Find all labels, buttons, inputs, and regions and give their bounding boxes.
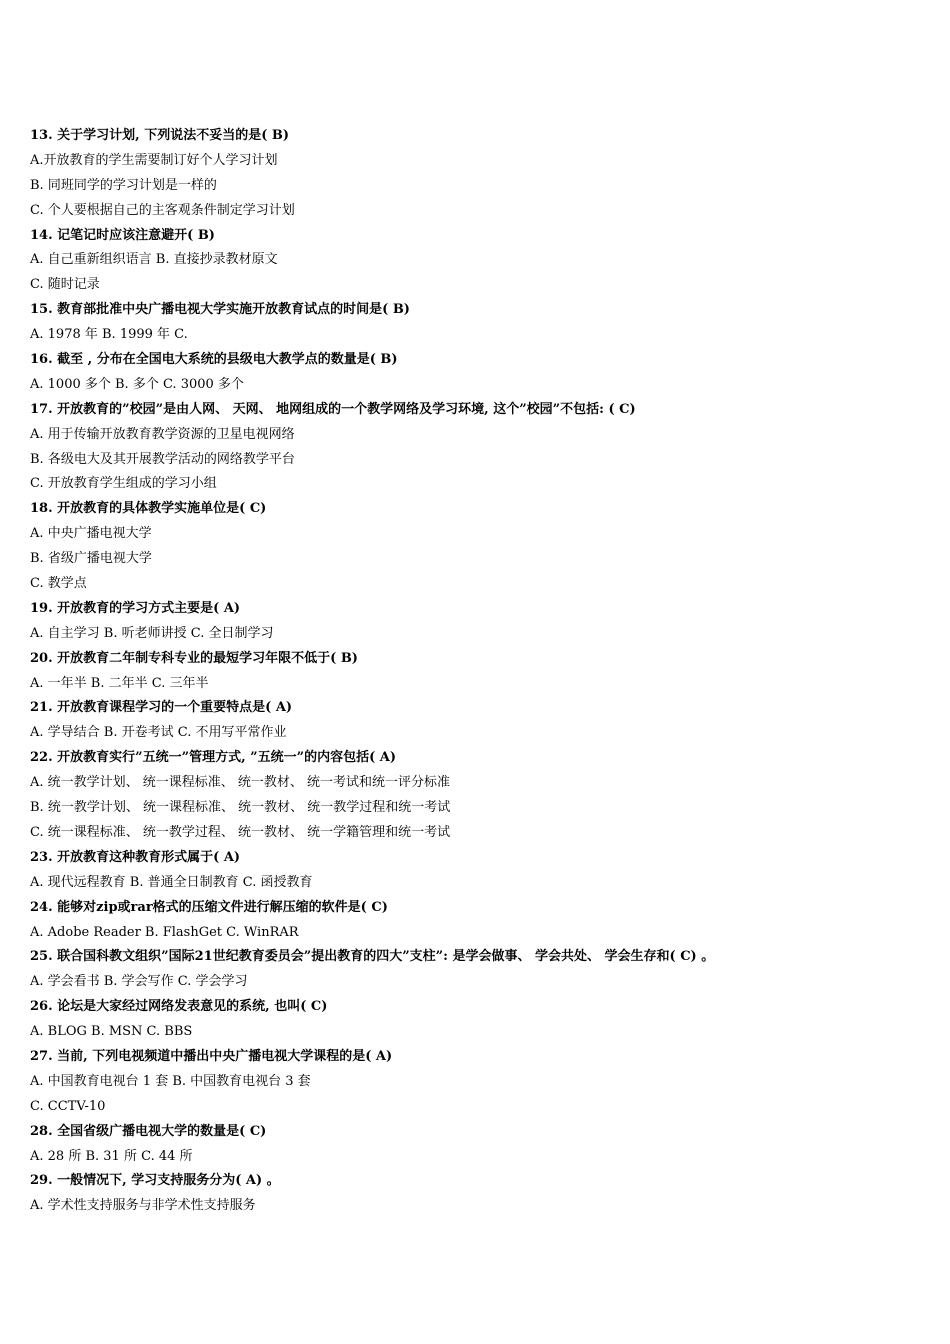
question-line: 16. 截至 , 分布在全国电大系统的县级电大教学点的数量是( B) <box>30 352 398 368</box>
option-line: C. 个人要根据自己的主客观条件制定学习计划 <box>30 202 295 218</box>
option-line: A. 中国教育电视台 1 套 B. 中国教育电视台 3 套 <box>30 1073 311 1089</box>
question-line: 18. 开放教育的具体教学实施单位是( C) <box>30 501 267 517</box>
option-line: A.开放教育的学生需要制订好个人学习计划 <box>30 152 278 168</box>
option-line: A. 自主学习 B. 听老师讲授 C. 全日制学习 <box>30 625 274 641</box>
document-body <box>30 124 930 1219</box>
question-line: 20. 开放教育二年制专科专业的最短学习年限不低于( B) <box>30 650 358 666</box>
question-line: 19. 开放教育的学习方式主要是( A) <box>30 600 241 616</box>
option-line: A. 学术性支持服务与非学术性支持服务 <box>30 1198 256 1214</box>
option-line: A. 学导结合 B. 开卷考试 C. 不用写平常作业 <box>30 725 287 741</box>
option-line: A. 28 所 B. 31 所 C. 44 所 <box>30 1148 193 1164</box>
question-line: 25. 联合国科教文组织”国际21世纪教育委员会”提出教育的四大”支柱”: 是学会做事、 学会共处、 学会生存和( C) 。 <box>30 949 715 965</box>
option-line: A. 统一教学计划、 统一课程标准、 统一教材、 统一考试和统一评分标准 <box>30 775 451 791</box>
question-line: 14. 记笔记时应该注意避开( B) <box>30 227 215 243</box>
option-line: C. 开放教育学生组成的学习小组 <box>30 476 217 492</box>
option-line: B. 同班同学的学习计划是一样的 <box>30 177 217 193</box>
option-line: A. 1978 年 B. 1999 年 C. <box>30 327 188 343</box>
question-line: 26. 论坛是大家经过网络发表意见的系统, 也叫( C) <box>30 999 328 1015</box>
option-line: C. 统一课程标准、 统一教学过程、 统一教材、 统一学籍管理和统一考试 <box>30 824 451 840</box>
question-line: 22. 开放教育实行”五统一”管理方式, ”五统一”的内容包括( A) <box>30 750 397 766</box>
option-line: A. 现代远程教育 B. 普通全日制教育 C. 函授教育 <box>30 874 313 890</box>
question-line: 17. 开放教育的”校园”是由人网、 天网、 地网组成的一个教学网络及学习环境, 这个”校园”不包括: ( C) <box>30 401 636 417</box>
option-line: A. 中央广播电视大学 <box>30 526 152 542</box>
question-line: 27. 当前, 下列电视频道中播出中央广播电视大学课程的是( A) <box>30 1048 393 1064</box>
option-line: B. 各级电大及其开展教学活动的网络教学平台 <box>30 451 295 467</box>
option-line: A. 自己重新组织语言 B. 直接抄录教材原文 <box>30 252 278 268</box>
question-line: 29. 一般情况下, 学习支持服务分为( A) 。 <box>30 1173 280 1189</box>
question-line: 23. 开放教育这种教育形式属于( A) <box>30 849 241 865</box>
option-line: B. 统一教学计划、 统一课程标准、 统一教材、 统一教学过程和统一考试 <box>30 800 451 816</box>
question-line: 24. 能够对zip或rar格式的压缩文件进行解压缩的软件是( C) <box>30 899 388 915</box>
option-line: A. 学会看书 B. 学会写作 C. 学会学习 <box>30 974 248 990</box>
option-line: A. 一年半 B. 二年半 C. 三年半 <box>30 675 209 691</box>
option-line: C. 教学点 <box>30 576 87 592</box>
option-line: A. BLOG B. MSN C. BBS <box>30 1024 193 1040</box>
question-line: 13. 关于学习计划, 下列说法不妥当的是( B) <box>30 128 290 143</box>
question-line: 15. 教育部批准中央广播电视大学实施开放教育试点的时间是( B) <box>30 302 410 318</box>
option-line: C. 随时记录 <box>30 277 100 293</box>
option-line: A. 1000 多个 B. 多个 C. 3000 多个 <box>30 376 244 392</box>
option-line: A. Adobe Reader B. FlashGet C. WinRAR <box>30 924 299 940</box>
option-line: C. CCTV-10 <box>30 1098 106 1114</box>
question-line: 21. 开放教育课程学习的一个重要特点是( A) <box>30 700 293 716</box>
question-line: 28. 全国省级广播电视大学的数量是( C) <box>30 1123 267 1139</box>
option-line: A. 用于传输开放教育教学资源的卫星电视网络 <box>30 426 295 442</box>
option-line: B. 省级广播电视大学 <box>30 551 152 567</box>
